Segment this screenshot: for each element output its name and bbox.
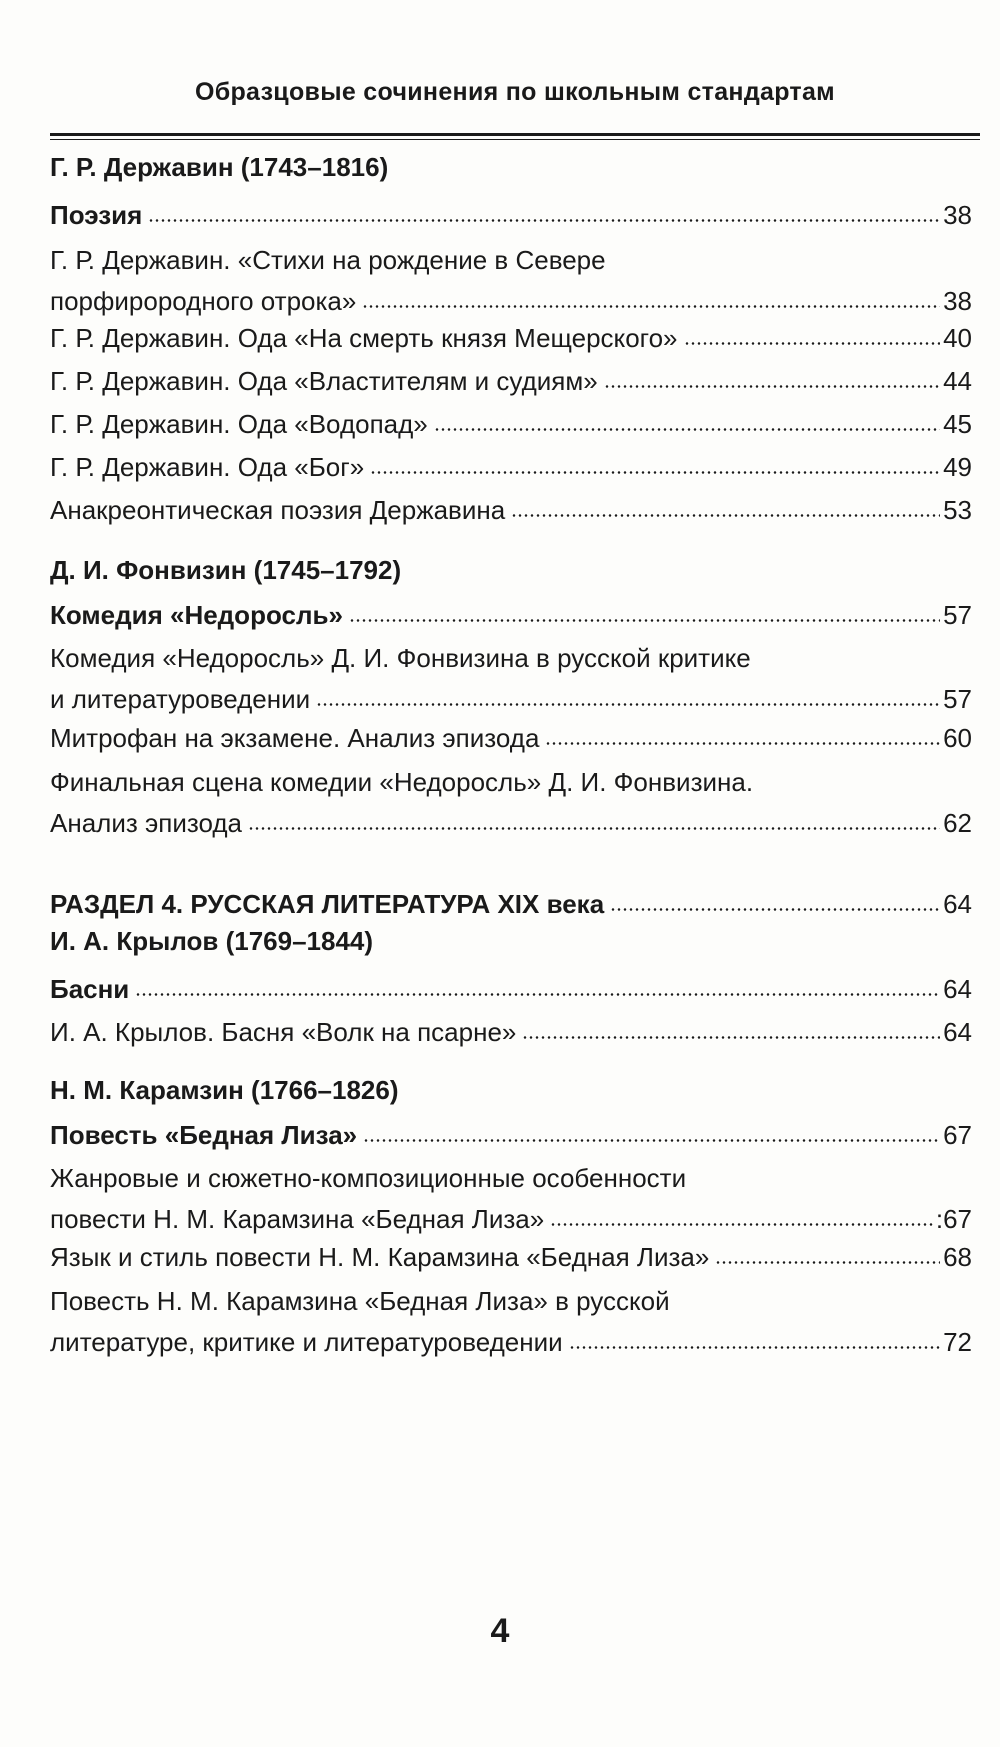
entry-title: и литературоведении [50, 684, 311, 714]
entry-page: 53 [943, 495, 972, 525]
toc-entry-section[interactable] [50, 884, 972, 925]
toc-entry[interactable] [50, 1012, 972, 1053]
dot-leader [684, 342, 941, 345]
author-heading-fonvizin: Д. И. Фонвизин (1745–1792) [50, 555, 402, 585]
toc-entry[interactable] [50, 595, 972, 636]
entry-title: порфирородного отрока» [50, 286, 357, 316]
header-rule-thick [50, 133, 980, 136]
toc-entry[interactable] [50, 1281, 972, 1363]
entry-title: Поэзия [50, 200, 143, 230]
toc-entry[interactable] [50, 638, 972, 720]
entry-page: 57 [943, 684, 972, 714]
dot-leader [522, 1036, 940, 1039]
entry-page: 62 [943, 808, 972, 838]
dot-leader [362, 305, 940, 308]
entry-title: Басни [50, 974, 130, 1004]
toc-entry[interactable] [50, 240, 972, 322]
entry-page: 64 [943, 974, 972, 1004]
toc-entry[interactable] [50, 1237, 972, 1278]
entry-title: Анакреонтическая поэзия Державина [50, 495, 506, 525]
dot-leader [545, 742, 940, 745]
entry-title: И. А. Крылов. Басня «Волк на псарне» [50, 1017, 517, 1047]
entry-page: 40 [943, 323, 972, 353]
dot-leader [511, 514, 940, 517]
dot-leader [349, 619, 940, 622]
dot-leader [569, 1346, 940, 1349]
entry-page: 49 [943, 452, 972, 482]
author-heading-krylov: И. А. Крылов (1769–1844) [50, 926, 374, 956]
dot-leader [316, 703, 940, 706]
toc-entry[interactable] [50, 1158, 972, 1240]
dot-leader [550, 1223, 933, 1226]
entry-page: 68 [943, 1242, 972, 1272]
entry-page: 38 [943, 286, 972, 316]
header-rule-thin [50, 139, 980, 140]
dot-leader [715, 1261, 940, 1264]
entry-page: 38 [943, 200, 972, 230]
entry-title: Г. Р. Державин. Ода «Бог» [50, 452, 365, 482]
toc-entry[interactable] [50, 490, 972, 531]
toc-entry[interactable] [50, 404, 972, 445]
toc-entry[interactable] [50, 969, 972, 1010]
dot-leader [604, 385, 940, 388]
entry-title-line1: Повесть Н. М. Карамзина «Бедная Лиза» в русской [50, 1286, 670, 1316]
entry-title-line1: Финальная сцена комедии «Недоросль» Д. И. Фонвизина. [50, 767, 754, 797]
toc-entry[interactable] [50, 447, 972, 488]
running-header: Образцовые сочинения по школьным стандартам [195, 78, 835, 106]
entry-title-line1: Жанровые и сюжетно-композиционные особенности [50, 1163, 687, 1193]
dot-leader [363, 1139, 940, 1142]
dot-leader [248, 827, 940, 830]
entry-page: 67 [943, 1120, 972, 1150]
toc-entry[interactable] [50, 318, 972, 359]
entry-title: Г. Р. Державин. Ода «Водопад» [50, 409, 428, 439]
toc-entry[interactable] [50, 718, 972, 759]
entry-title: литературе, критике и литературоведении [50, 1327, 563, 1357]
dot-leader [610, 908, 940, 911]
entry-title: повести Н. М. Карамзина «Бедная Лиза» [50, 1204, 545, 1234]
entry-page: 45 [943, 409, 972, 439]
page-number: 4 [490, 1612, 510, 1650]
toc-entry[interactable] [50, 762, 972, 844]
entry-page: 72 [943, 1327, 972, 1357]
entry-page: :67 [935, 1204, 972, 1234]
entry-title: Митрофан на экзамене. Анализ эпизода [50, 723, 540, 753]
entry-page: 64 [943, 889, 972, 919]
entry-title-line1: Г. Р. Державин. «Стихи на рождение в Севере [50, 245, 606, 275]
author-heading-derzhavin: Г. Р. Державин (1743–1816) [50, 152, 389, 182]
toc-entry[interactable] [50, 1115, 972, 1156]
entry-title-line1: Комедия «Недоросль» Д. И. Фонвизина в русской критике [50, 643, 751, 673]
dot-leader [370, 471, 940, 474]
dot-leader [148, 219, 940, 222]
entry-title: Язык и стиль повести Н. М. Карамзина «Бедная Лиза» [50, 1242, 710, 1272]
entry-page: 57 [943, 600, 972, 630]
entry-page: 60 [943, 723, 972, 753]
entry-title: Г. Р. Державин. Ода «Властителям и судиям» [50, 366, 598, 396]
entry-page: 64 [943, 1017, 972, 1047]
author-heading-karamzin: Н. М. Карамзин (1766–1826) [50, 1075, 399, 1105]
dot-leader [434, 428, 940, 431]
dot-leader [135, 993, 940, 996]
entry-title: Повесть «Бедная Лиза» [50, 1120, 358, 1150]
entry-title: Анализ эпизода [50, 808, 243, 838]
section-title: РАЗДЕЛ 4. РУССКАЯ ЛИТЕРАТУРА XIX века [50, 889, 605, 919]
entry-title: Г. Р. Державин. Ода «На смерть князя Мещерского» [50, 323, 678, 353]
toc-entry[interactable] [50, 195, 972, 236]
entry-page: 44 [943, 366, 972, 396]
toc-entry[interactable] [50, 361, 972, 402]
entry-title: Комедия «Недоросль» [50, 600, 343, 630]
